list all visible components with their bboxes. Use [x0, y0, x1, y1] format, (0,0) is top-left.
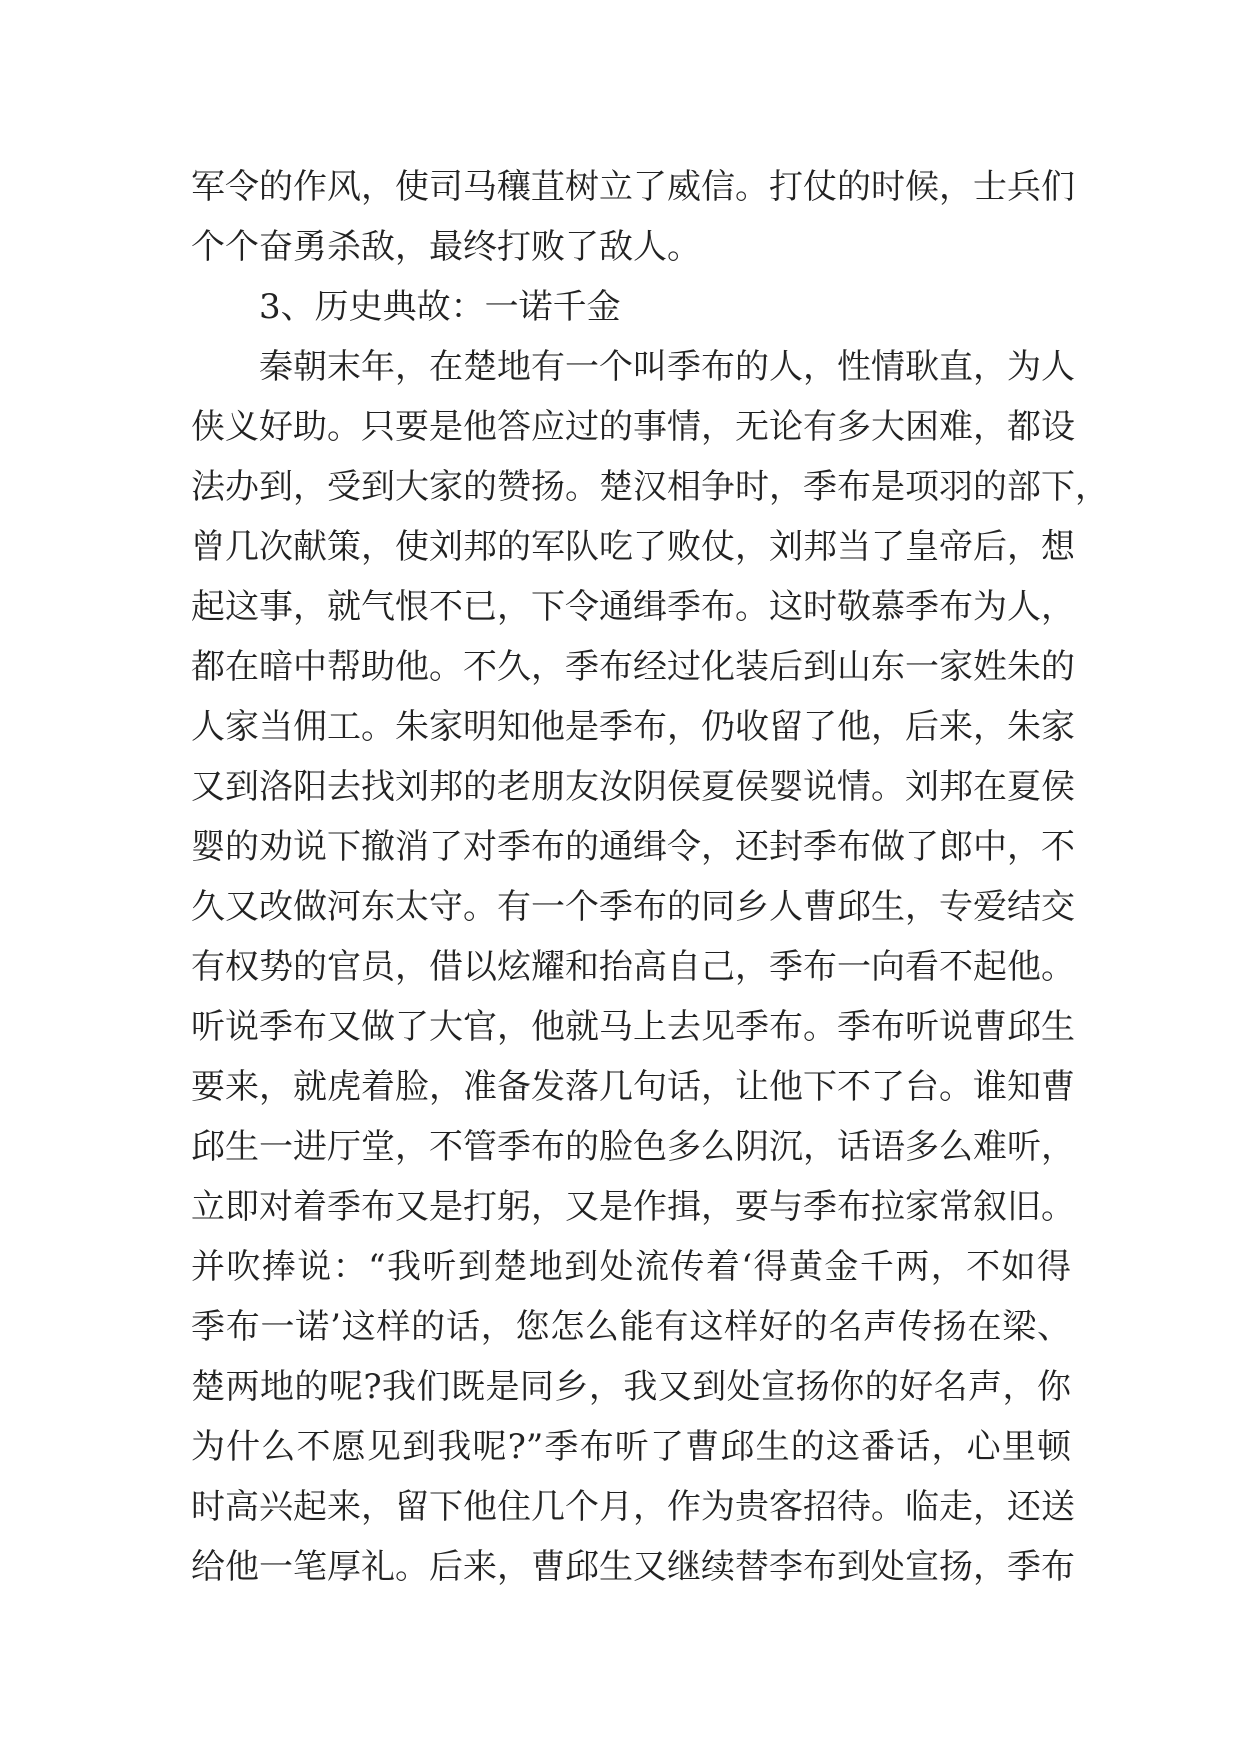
text-line: 久又改做河东太守。有一个季布的同乡人曹邱生，专爱结交 — [191, 887, 1075, 927]
text-line: 邱生一进厅堂，不管季布的脸色多么阴沉，话语多么难听， — [191, 1127, 1075, 1167]
text-line: 给他一笔厚礼。后来，曹邱生又继续替李布到处宣扬，季布 — [191, 1547, 1075, 1587]
text-line: 立即对着季布又是打躬，又是作揖，要与季布拉家常叙旧。 — [191, 1187, 1075, 1227]
text-line: 又到洛阳去找刘邦的老朋友汝阴侯夏侯婴说情。刘邦在夏侯 — [191, 767, 1075, 807]
body-text — [191, 157, 1109, 1597]
text-line: 侠义好助。只要是他答应过的事情，无论有多大困难，都设 — [191, 407, 1075, 447]
text-line: 楚两地的呢?我们既是同乡，我又到处宣扬你的好名声，你 — [191, 1367, 1071, 1407]
text-line: 人家当佣工。朱家明知他是季布，仍收留了他，后来，朱家 — [191, 707, 1075, 747]
text-line: 为什么不愿见到我呢?”季布听了曹邱生的这番话，心里顿 — [191, 1427, 1071, 1467]
text-line: 要来，就虎着脸，准备发落几句话，让他下不了台。谁知曹 — [191, 1067, 1075, 1107]
text-line: 并吹捧说：“我听到楚地到处流传着‘得黄金千两，不如得 — [191, 1247, 1071, 1287]
text-line: 婴的劝说下撤消了对季布的通缉令，还封季布做了郎中，不 — [191, 827, 1075, 867]
text-line: 个个奋勇杀敌，最终打败了敌人。 — [191, 227, 701, 267]
text-line: 有权势的官员，借以炫耀和抬高自己，季布一向看不起他。 — [191, 947, 1075, 987]
text-line: 都在暗中帮助他。不久，季布经过化装后到山东一家姓朱的 — [191, 647, 1075, 687]
paragraph-first-line: 秦朝末年，在楚地有一个叫季布的人，性情耿直，为人 — [259, 347, 1075, 387]
text-line: 起这事，就气恨不已，下令通缉季布。这时敬慕季布为人， — [191, 587, 1075, 627]
text-line: 法办到，受到大家的赞扬。楚汉相争时，季布是项羽的部下， — [191, 467, 1109, 507]
text-line: 时高兴起来，留下他住几个月，作为贵客招待。临走，还送 — [191, 1487, 1075, 1527]
section-heading: 3、历史典故：一诺千金 — [259, 287, 621, 327]
text-line: 听说季布又做了大官，他就马上去见季布。季布听说曹邱生 — [191, 1007, 1075, 1047]
text-line: 曾几次献策，使刘邦的军队吃了败仗，刘邦当了皇帝后，想 — [191, 527, 1075, 567]
text-line: 季布一诺’这样的话，您怎么能有这样好的名声传扬在梁、 — [191, 1307, 1071, 1347]
text-line: 军令的作风，使司马穰苴树立了威信。打仗的时候，士兵们 — [191, 167, 1075, 207]
